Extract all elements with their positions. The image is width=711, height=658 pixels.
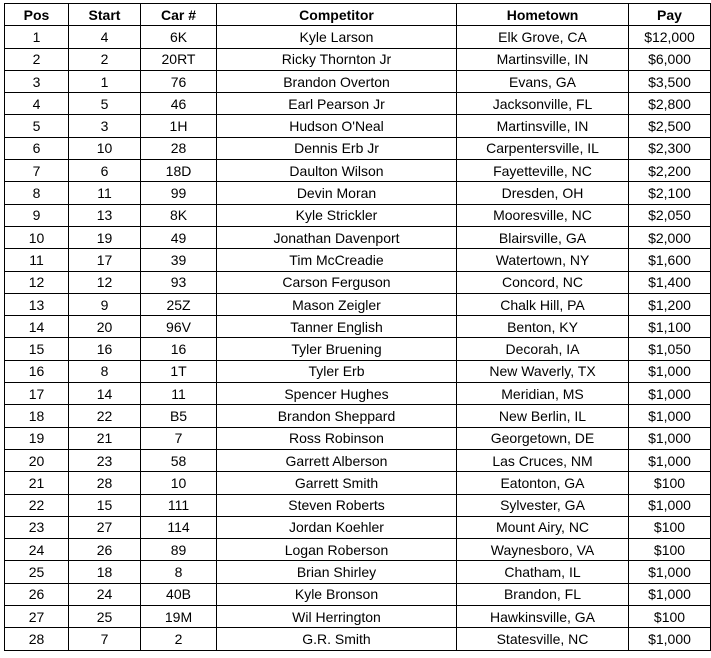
cell-pay: $2,500 — [629, 115, 711, 137]
cell-start: 12 — [69, 271, 141, 293]
cell-competitor: Tyler Bruening — [217, 338, 457, 360]
cell-start: 4 — [69, 26, 141, 48]
cell-car-number: 99 — [141, 182, 217, 204]
cell-pos: 17 — [5, 383, 69, 405]
cell-hometown: Eatonton, GA — [457, 472, 629, 494]
cell-start: 9 — [69, 293, 141, 315]
cell-pay: $100 — [629, 539, 711, 561]
cell-car-number: 11 — [141, 383, 217, 405]
cell-pay: $1,400 — [629, 271, 711, 293]
cell-pay: $1,050 — [629, 338, 711, 360]
cell-car-number: 39 — [141, 249, 217, 271]
cell-competitor: G.R. Smith — [217, 628, 457, 650]
cell-pos: 3 — [5, 70, 69, 92]
table-row — [5, 271, 711, 293]
cell-pay: $3,500 — [629, 70, 711, 92]
cell-pos: 13 — [5, 293, 69, 315]
cell-pos: 4 — [5, 93, 69, 115]
cell-pay: $100 — [629, 606, 711, 628]
header-row — [5, 4, 711, 26]
header-pay: Pay — [629, 4, 711, 26]
cell-pay: $1,000 — [629, 583, 711, 605]
table-row — [5, 494, 711, 516]
cell-start: 7 — [69, 628, 141, 650]
table-row — [5, 606, 711, 628]
cell-competitor: Jordan Koehler — [217, 516, 457, 538]
cell-car-number: 40B — [141, 583, 217, 605]
cell-start: 8 — [69, 360, 141, 382]
table-row — [5, 226, 711, 248]
cell-competitor: Wil Herrington — [217, 606, 457, 628]
cell-start: 24 — [69, 583, 141, 605]
cell-car-number: 6K — [141, 26, 217, 48]
cell-start: 21 — [69, 427, 141, 449]
cell-hometown: Statesville, NC — [457, 628, 629, 650]
cell-hometown: Watertown, NY — [457, 249, 629, 271]
cell-pos: 20 — [5, 449, 69, 471]
table-row — [5, 204, 711, 226]
cell-start: 27 — [69, 516, 141, 538]
cell-hometown: Fayetteville, NC — [457, 160, 629, 182]
cell-competitor: Earl Pearson Jr — [217, 93, 457, 115]
cell-start: 13 — [69, 204, 141, 226]
header-competitor: Competitor — [217, 4, 457, 26]
cell-car-number: 8K — [141, 204, 217, 226]
cell-hometown: Las Cruces, NM — [457, 449, 629, 471]
cell-competitor: Kyle Larson — [217, 26, 457, 48]
cell-start: 22 — [69, 405, 141, 427]
cell-pay: $1,000 — [629, 405, 711, 427]
cell-pos: 27 — [5, 606, 69, 628]
cell-pos: 7 — [5, 160, 69, 182]
cell-pay: $12,000 — [629, 26, 711, 48]
cell-competitor: Daulton Wilson — [217, 160, 457, 182]
cell-hometown: Sylvester, GA — [457, 494, 629, 516]
cell-competitor: Ross Robinson — [217, 427, 457, 449]
cell-start: 3 — [69, 115, 141, 137]
cell-hometown: New Waverly, TX — [457, 360, 629, 382]
cell-pay: $100 — [629, 516, 711, 538]
table-row — [5, 93, 711, 115]
cell-hometown: Chatham, IL — [457, 561, 629, 583]
cell-start: 25 — [69, 606, 141, 628]
cell-hometown: Elk Grove, CA — [457, 26, 629, 48]
table-row — [5, 26, 711, 48]
table-row — [5, 316, 711, 338]
cell-car-number: 16 — [141, 338, 217, 360]
cell-hometown: Dresden, OH — [457, 182, 629, 204]
cell-car-number: 19M — [141, 606, 217, 628]
cell-start: 16 — [69, 338, 141, 360]
table-row — [5, 516, 711, 538]
cell-pay: $100 — [629, 472, 711, 494]
table-row — [5, 449, 711, 471]
cell-pos: 12 — [5, 271, 69, 293]
cell-competitor: Spencer Hughes — [217, 383, 457, 405]
cell-pay: $1,000 — [629, 360, 711, 382]
cell-hometown: Concord, NC — [457, 271, 629, 293]
cell-car-number: 8 — [141, 561, 217, 583]
table-row — [5, 405, 711, 427]
cell-pos: 28 — [5, 628, 69, 650]
cell-start: 28 — [69, 472, 141, 494]
table-row — [5, 115, 711, 137]
cell-hometown: Meridian, MS — [457, 383, 629, 405]
table-row — [5, 360, 711, 382]
cell-pay: $1,000 — [629, 561, 711, 583]
cell-competitor: Brandon Sheppard — [217, 405, 457, 427]
cell-car-number: 93 — [141, 271, 217, 293]
cell-pos: 11 — [5, 249, 69, 271]
cell-start: 2 — [69, 48, 141, 70]
cell-car-number: 49 — [141, 226, 217, 248]
cell-pay: $2,200 — [629, 160, 711, 182]
cell-car-number: 114 — [141, 516, 217, 538]
cell-car-number: 46 — [141, 93, 217, 115]
cell-competitor: Jonathan Davenport — [217, 226, 457, 248]
cell-competitor: Devin Moran — [217, 182, 457, 204]
cell-pos: 25 — [5, 561, 69, 583]
cell-pay: $2,100 — [629, 182, 711, 204]
cell-pay: $1,000 — [629, 383, 711, 405]
cell-competitor: Hudson O'Neal — [217, 115, 457, 137]
cell-start: 5 — [69, 93, 141, 115]
cell-start: 14 — [69, 383, 141, 405]
cell-start: 10 — [69, 137, 141, 159]
header-hometown: Hometown — [457, 4, 629, 26]
cell-hometown: Decorah, IA — [457, 338, 629, 360]
cell-pos: 1 — [5, 26, 69, 48]
table-row — [5, 70, 711, 92]
cell-car-number: 25Z — [141, 293, 217, 315]
cell-car-number: 1H — [141, 115, 217, 137]
table-row — [5, 472, 711, 494]
cell-pos: 9 — [5, 204, 69, 226]
cell-start: 6 — [69, 160, 141, 182]
cell-car-number: 10 — [141, 472, 217, 494]
cell-car-number: 28 — [141, 137, 217, 159]
cell-hometown: Blairsville, GA — [457, 226, 629, 248]
cell-start: 1 — [69, 70, 141, 92]
cell-competitor: Garrett Smith — [217, 472, 457, 494]
cell-car-number: B5 — [141, 405, 217, 427]
results-table-body — [5, 26, 711, 650]
cell-start: 19 — [69, 226, 141, 248]
table-row — [5, 249, 711, 271]
cell-pos: 6 — [5, 137, 69, 159]
cell-start: 26 — [69, 539, 141, 561]
cell-car-number: 1T — [141, 360, 217, 382]
cell-car-number: 76 — [141, 70, 217, 92]
cell-pos: 19 — [5, 427, 69, 449]
cell-hometown: Hawkinsville, GA — [457, 606, 629, 628]
table-row — [5, 427, 711, 449]
cell-car-number: 96V — [141, 316, 217, 338]
cell-competitor: Tim McCreadie — [217, 249, 457, 271]
cell-hometown: Mooresville, NC — [457, 204, 629, 226]
cell-car-number: 2 — [141, 628, 217, 650]
cell-car-number: 7 — [141, 427, 217, 449]
cell-pos: 21 — [5, 472, 69, 494]
cell-pos: 14 — [5, 316, 69, 338]
cell-hometown: Brandon, FL — [457, 583, 629, 605]
cell-hometown: Carpentersville, IL — [457, 137, 629, 159]
cell-pos: 18 — [5, 405, 69, 427]
cell-competitor: Garrett Alberson — [217, 449, 457, 471]
cell-hometown: Martinsville, IN — [457, 48, 629, 70]
cell-car-number: 89 — [141, 539, 217, 561]
cell-pos: 23 — [5, 516, 69, 538]
table-row — [5, 293, 711, 315]
results-table-header — [5, 4, 711, 26]
cell-competitor: Dennis Erb Jr — [217, 137, 457, 159]
header-pos: Pos — [5, 4, 69, 26]
cell-hometown: Martinsville, IN — [457, 115, 629, 137]
cell-start: 23 — [69, 449, 141, 471]
cell-hometown: Mount Airy, NC — [457, 516, 629, 538]
header-start: Start — [69, 4, 141, 26]
cell-pay: $1,000 — [629, 427, 711, 449]
cell-hometown: Evans, GA — [457, 70, 629, 92]
cell-pos: 22 — [5, 494, 69, 516]
cell-car-number: 20RT — [141, 48, 217, 70]
table-row — [5, 561, 711, 583]
cell-pay: $1,600 — [629, 249, 711, 271]
cell-competitor: Brian Shirley — [217, 561, 457, 583]
cell-pay: $1,000 — [629, 628, 711, 650]
cell-pos: 8 — [5, 182, 69, 204]
cell-competitor: Kyle Bronson — [217, 583, 457, 605]
table-row — [5, 383, 711, 405]
cell-pay: $2,000 — [629, 226, 711, 248]
cell-competitor: Carson Ferguson — [217, 271, 457, 293]
cell-pos: 10 — [5, 226, 69, 248]
cell-competitor: Logan Roberson — [217, 539, 457, 561]
header-car-number: Car # — [141, 4, 217, 26]
cell-car-number: 18D — [141, 160, 217, 182]
cell-pay: $1,100 — [629, 316, 711, 338]
cell-hometown: Benton, KY — [457, 316, 629, 338]
cell-pay: $1,000 — [629, 449, 711, 471]
cell-pay: $6,000 — [629, 48, 711, 70]
cell-car-number: 58 — [141, 449, 217, 471]
cell-competitor: Steven Roberts — [217, 494, 457, 516]
cell-competitor: Kyle Strickler — [217, 204, 457, 226]
cell-hometown: Waynesboro, VA — [457, 539, 629, 561]
cell-start: 15 — [69, 494, 141, 516]
cell-pos: 24 — [5, 539, 69, 561]
cell-start: 20 — [69, 316, 141, 338]
cell-hometown: New Berlin, IL — [457, 405, 629, 427]
cell-pay: $2,050 — [629, 204, 711, 226]
cell-pay: $1,200 — [629, 293, 711, 315]
cell-competitor: Brandon Overton — [217, 70, 457, 92]
table-row — [5, 160, 711, 182]
cell-pay: $1,000 — [629, 494, 711, 516]
cell-pay: $2,800 — [629, 93, 711, 115]
cell-competitor: Ricky Thornton Jr — [217, 48, 457, 70]
table-row — [5, 338, 711, 360]
table-row — [5, 539, 711, 561]
cell-hometown: Jacksonville, FL — [457, 93, 629, 115]
table-row — [5, 137, 711, 159]
table-row — [5, 48, 711, 70]
table-row — [5, 182, 711, 204]
cell-pos: 5 — [5, 115, 69, 137]
cell-competitor: Tanner English — [217, 316, 457, 338]
cell-pos: 16 — [5, 360, 69, 382]
results-table — [4, 3, 711, 651]
cell-pos: 2 — [5, 48, 69, 70]
cell-start: 11 — [69, 182, 141, 204]
cell-competitor: Tyler Erb — [217, 360, 457, 382]
cell-pos: 15 — [5, 338, 69, 360]
table-row — [5, 583, 711, 605]
cell-hometown: Georgetown, DE — [457, 427, 629, 449]
cell-pay: $2,300 — [629, 137, 711, 159]
cell-competitor: Mason Zeigler — [217, 293, 457, 315]
cell-car-number: 111 — [141, 494, 217, 516]
cell-hometown: Chalk Hill, PA — [457, 293, 629, 315]
cell-start: 17 — [69, 249, 141, 271]
cell-start: 18 — [69, 561, 141, 583]
cell-pos: 26 — [5, 583, 69, 605]
table-row — [5, 628, 711, 650]
